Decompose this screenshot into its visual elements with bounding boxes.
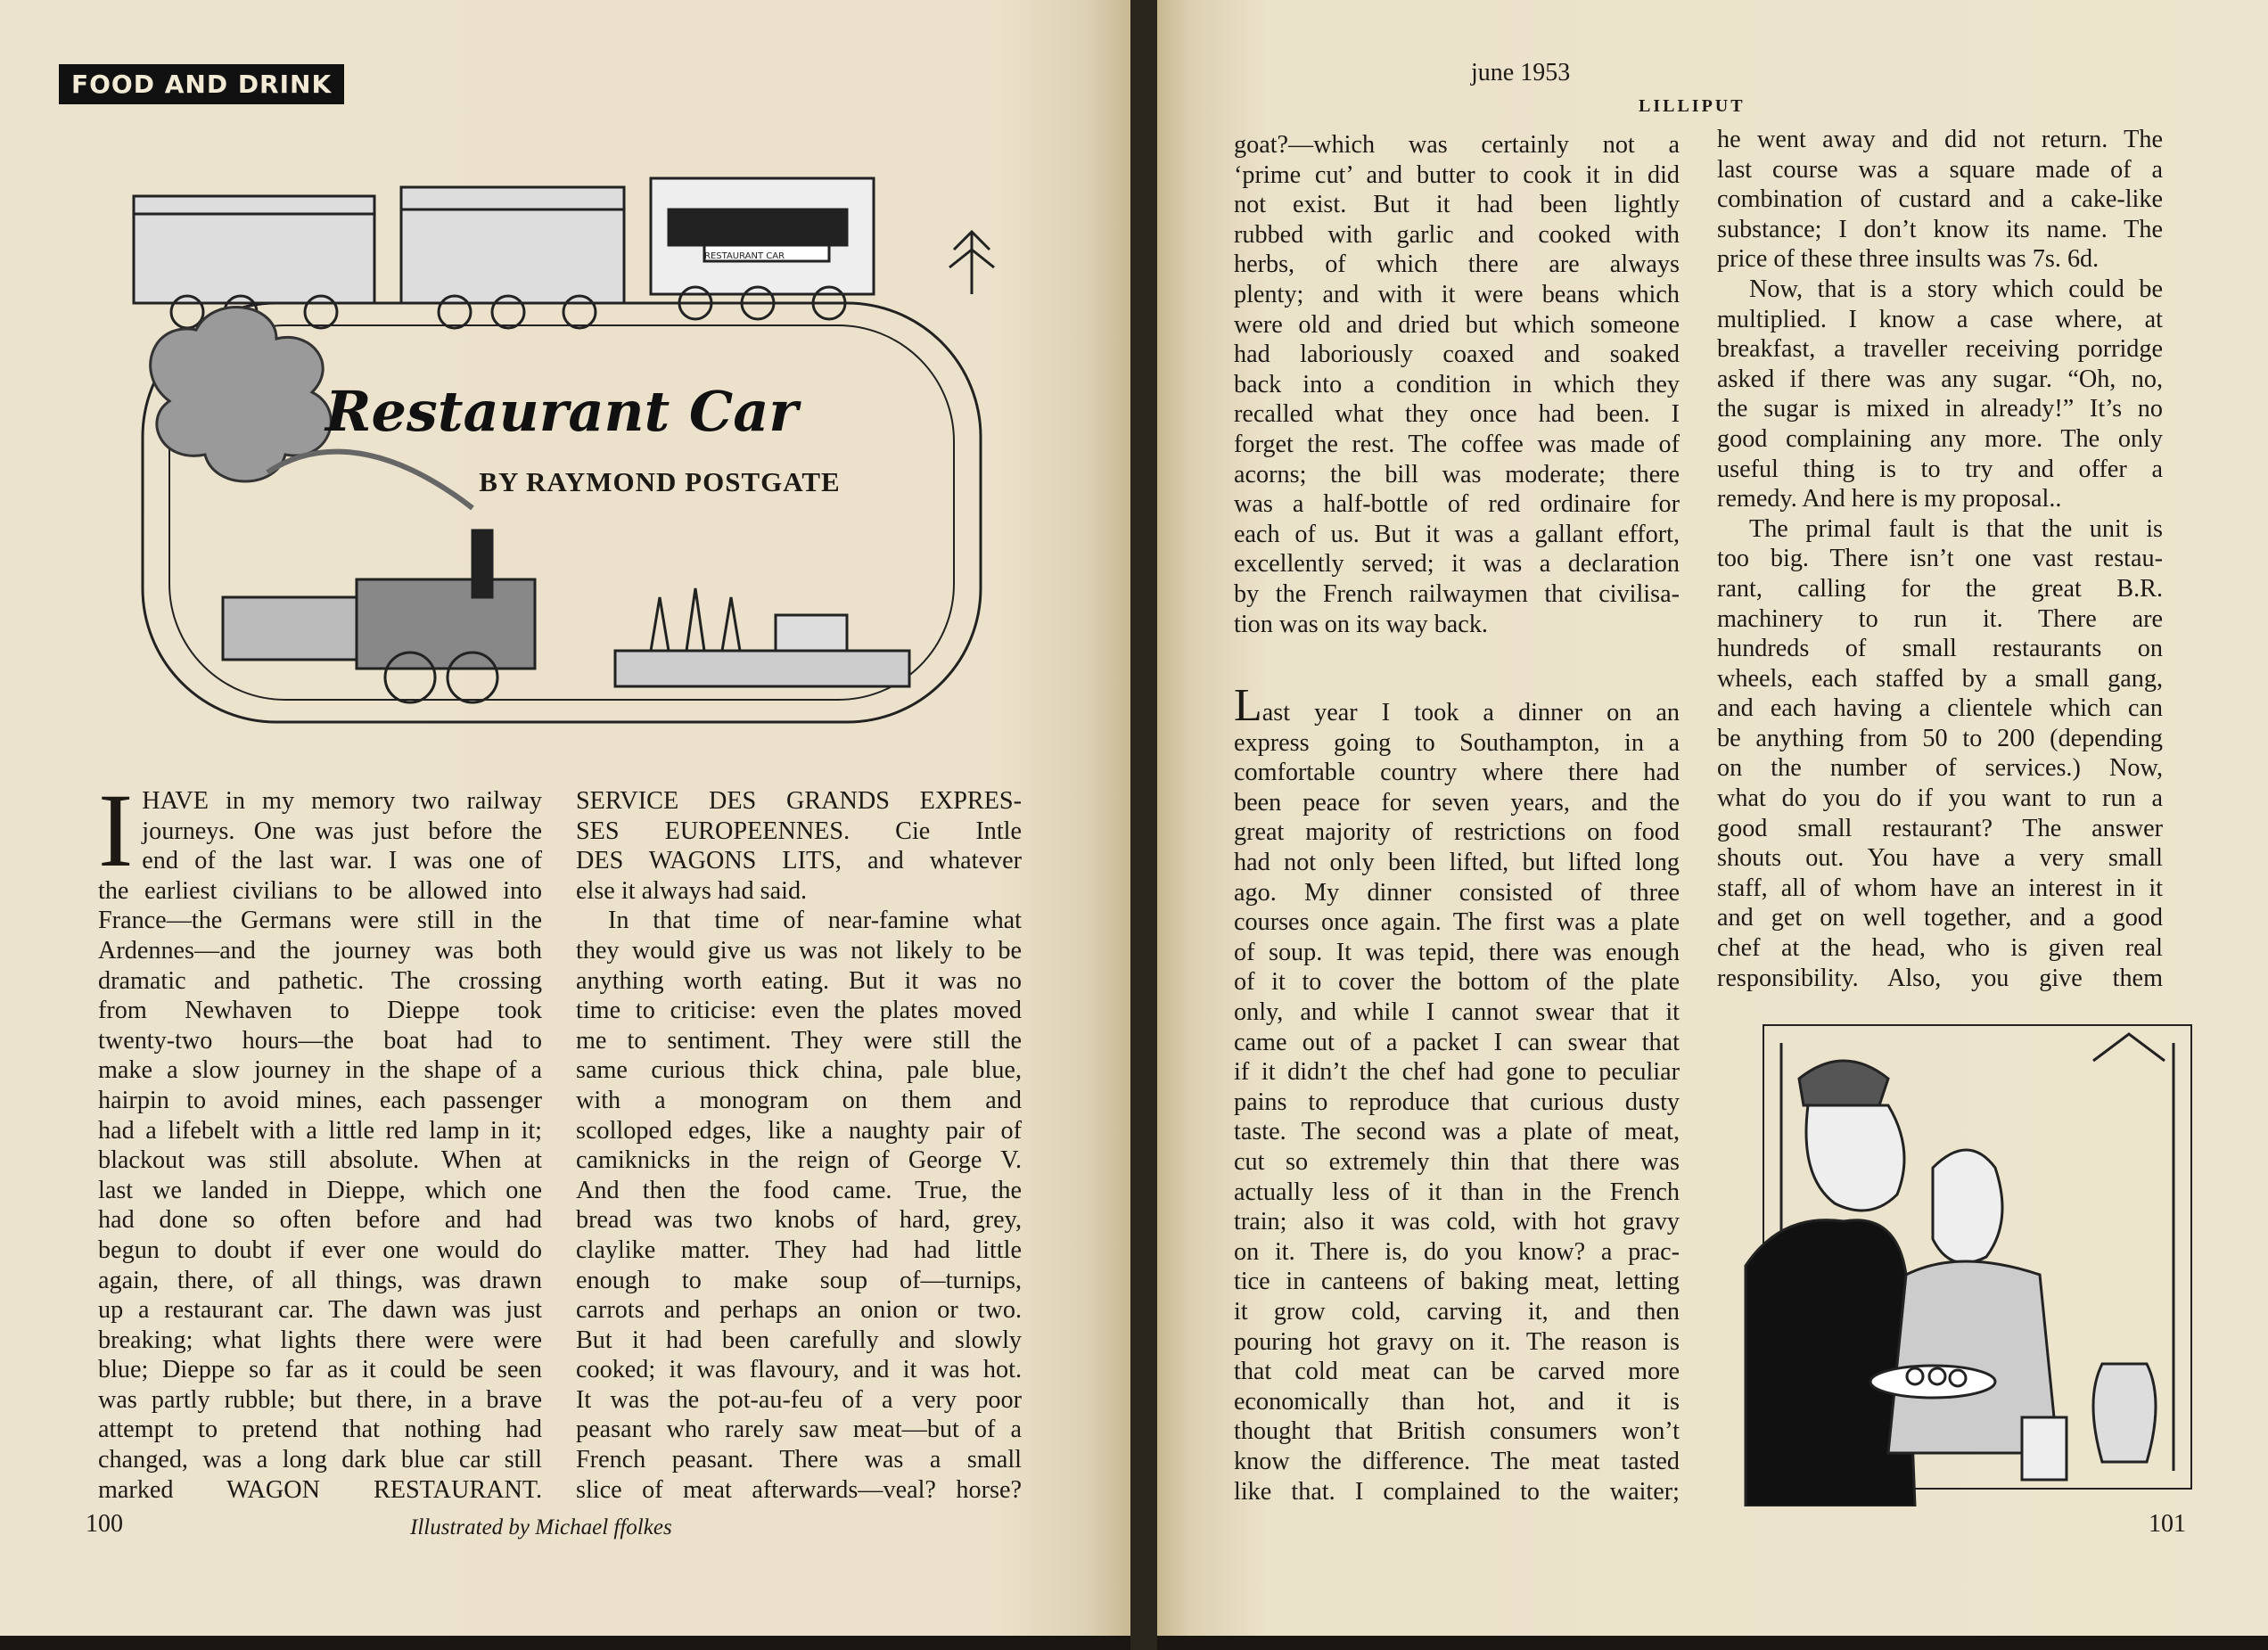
text-line: cut so extremely thin that there was (1234, 1148, 1680, 1176)
text-line: scolloped edges, like a naughty pair of (576, 1116, 1022, 1145)
text-line: peasant who rarely saw meat—but of a (576, 1416, 1022, 1444)
text-line: and each having a clientele which can (1717, 694, 2163, 723)
text-line: been peace for seven years, and the (1234, 788, 1680, 817)
text-line: know the difference. The meat tasted (1234, 1447, 1680, 1475)
text-line: asked if there was any sugar. “Oh, no, (1717, 365, 2163, 393)
text-line: the earliest civilians to be allowed into (98, 876, 542, 905)
left-column-2 (576, 786, 1022, 1505)
text-line: slice of meat afterwards—veal? horse? (576, 1475, 1022, 1504)
text-line: HAVE in my memory two railway (142, 787, 542, 815)
text-line: anything worth eating. But it was no (576, 966, 1022, 995)
text-line: the sugar is mixed in already!” It’s no (1717, 395, 2163, 423)
text-line: rubbed with garlic and cooked with (1234, 220, 1680, 249)
text-line: tice in canteens of baking meat, letting (1234, 1268, 1680, 1296)
text-line: same curious thick china, pale blue, (576, 1056, 1022, 1085)
text-line: pains to reproduce that curious dusty (1234, 1088, 1680, 1116)
text-line: In that time of near-famine what (608, 907, 1022, 935)
text-line: remedy. And here is my proposal.. (1717, 485, 2062, 513)
text-line: breakfast, a traveller receiving porridge (1717, 335, 2163, 364)
text-line: begun to doubt if ever one would do (98, 1235, 542, 1264)
left-page (0, 0, 1130, 1636)
text-line: time to criticise: even the plates moved (576, 997, 1022, 1025)
text-line: good complaining any more. The only (1717, 424, 2163, 453)
text-line: It was the pot-au-feu of a very poor (576, 1385, 1022, 1414)
text-line: camiknicks in the reign of George V. (576, 1146, 1022, 1175)
text-line: hairpin to avoid mines, each passenger (98, 1086, 542, 1114)
text-span: ast year I took a dinner on an (1261, 699, 1680, 727)
text-line: again, there, of all things, was drawn (98, 1266, 542, 1294)
page-number-right: 101 (2149, 1510, 2186, 1538)
text-line: on the number of services.) Now, (1717, 754, 2163, 783)
byline: BY RAYMOND POSTGATE (479, 466, 841, 497)
text-line: be anything from 50 to 200 (depending (1717, 724, 2163, 752)
text-line: Ardennes—and the journey was both (98, 936, 542, 965)
waiter-illustration (1728, 1007, 2227, 1506)
text-line: comfortable country where there had (1234, 759, 1680, 787)
text-line: end of the last war. I was one of (142, 847, 542, 875)
text-line: each of us. But it was a gallant effort, (1234, 520, 1680, 548)
text-line: had a lifebelt with a little red lamp in it; (98, 1116, 542, 1145)
text-line: breaking; what lights there were were (98, 1326, 542, 1354)
text-line: what do you do if you want to run a (1717, 784, 2163, 813)
illustrator-credit: Illustrated by Michael ffolkes (410, 1515, 672, 1539)
article-title: Restaurant Car (325, 379, 799, 444)
text-line: rant, calling for the great B.R. (1717, 574, 2163, 603)
section-tag: FOOD AND DRINK (59, 64, 344, 104)
text-line: thought that British consumers won’t (1234, 1417, 1680, 1446)
text-line: staff, all of whom have an interest in it (1717, 874, 2163, 902)
text-line: excellently served; it was a declaration (1234, 550, 1680, 579)
left-col1-text (98, 772, 542, 1505)
text-line: goat?—which was certainly not a (1234, 131, 1680, 159)
text-line: they would give us was not likely to be (576, 936, 1022, 965)
text-line: But it had been carefully and slowly (576, 1326, 1022, 1354)
right-column-1 (1234, 130, 1680, 1506)
text-line: SERVICE DES GRANDS EXPRES- (576, 787, 1022, 815)
text-line: courses once again. The first was a plate (1234, 908, 1680, 937)
text-line: claylike matter. They had had little (576, 1235, 1022, 1264)
text-line: last course was a square made of a (1717, 155, 2163, 184)
text-line: he went away and did not return. The (1717, 126, 2163, 153)
text-line: acorns; the bill was moderate; there (1234, 460, 1680, 488)
text-line: twenty-two hours—the boat had to (98, 1026, 542, 1055)
text-line: price of these three insults was 7s. 6d. (1717, 245, 2100, 274)
text-line: journeys. One was just before the (142, 817, 542, 845)
text-line: ‘prime cut’ and butter to cook it in did (1234, 160, 1680, 189)
text-line: French peasant. There was a small (576, 1446, 1022, 1474)
text-line: on it. There is, do you know? a prac- (1234, 1237, 1680, 1266)
text-line: had not only been lifted, but lifted long (1234, 849, 1680, 877)
text-line: enough to make soup of—turnips, (576, 1266, 1022, 1294)
text-line: combination of custard and a cake-like (1717, 185, 2163, 214)
text-line: up a restaurant car. The dawn was just (98, 1296, 542, 1325)
text-line: tion was on its way back. (1234, 610, 1488, 638)
text-line: too big. There isn’t one vast restau- (1717, 545, 2163, 573)
page-number-left: 100 (86, 1510, 123, 1538)
left-column-1 (98, 772, 542, 1505)
text-line: last we landed in Dieppe, which one (98, 1176, 542, 1204)
text-line: forget the rest. The coffee was made of (1234, 430, 1680, 458)
text-line: herbs, of which there are always (1234, 250, 1680, 279)
text-line: cooked; it was flavoury, and it was hot. (576, 1356, 1022, 1384)
right-column-2 (1717, 125, 2163, 993)
text-line: blackout was still absolute. When at (98, 1146, 542, 1175)
text-line: recalled what they once had been. I (1234, 400, 1680, 429)
text-line: economically than hot, and it is (1234, 1387, 1680, 1416)
text-line: wheels, each staffed by a small gang, (1717, 664, 2163, 693)
text-line: useful thing is to try and offer a (1717, 455, 2163, 483)
text-line: make a slow journey in the shape of a (98, 1056, 542, 1085)
text-line: chef at the head, who is given real (1717, 934, 2163, 963)
text-line: shouts out. You have a very small (1717, 844, 2163, 873)
text-line: taste. The second was a plate of meat, (1234, 1118, 1680, 1146)
text-line: had laboriously coaxed and soaked (1234, 341, 1680, 369)
text-line: responsibility. Also, you give them (1717, 964, 2163, 992)
text-line: pouring hot gravy on it. The reason is (1234, 1327, 1680, 1356)
text-line: hundreds of small restaurants on (1717, 635, 2163, 663)
text-line: of soup. It was tepid, there was enough (1234, 938, 1680, 966)
text-line: carrots and perhaps an onion or two. (576, 1296, 1022, 1325)
text-line: me to sentiment. They were still the (576, 1026, 1022, 1055)
text-line: dramatic and pathetic. The crossing (98, 966, 542, 995)
text-line: marked WAGON RESTAURANT. (98, 1475, 542, 1504)
magazine-name: LILLIPUT (1639, 96, 1746, 116)
text-line: was a half-bottle of red ordinaire for (1234, 490, 1680, 519)
text-line: if it didn’t the chef had gone to peculiar (1234, 1058, 1680, 1087)
text-line: express going to Southampton, in a (1234, 728, 1680, 757)
text-line: that cold meat can be carved more (1234, 1358, 1680, 1386)
right-page (1157, 0, 2268, 1636)
text-line: multiplied. I know a case where, at (1717, 305, 2163, 333)
text-line: came out of a packet I can swear that (1234, 1028, 1680, 1056)
text-line: with a monogram on them and (576, 1086, 1022, 1114)
text-line: substance; I don’t know its name. The (1717, 215, 2163, 243)
text-line: not exist. But it had been lightly (1234, 191, 1680, 219)
text-line: was partly rubble; but there, in a brave (98, 1385, 542, 1414)
text-line: Now, that is a story which could be (1749, 275, 2163, 303)
text-line: machinery to run it. There are (1717, 604, 2163, 633)
text-line: train; also it was cold, with hot gravy (1234, 1208, 1680, 1236)
text-line: changed, was a long dark blue car still (98, 1446, 542, 1474)
text-line: of it to cover the bottom of the plate (1234, 968, 1680, 997)
text-line: back into a condition in which they (1234, 370, 1680, 398)
book-gutter (1130, 0, 1157, 1650)
issue-date: june 1953 (1471, 59, 1571, 86)
text-line: and get on well together, and a good (1717, 904, 2163, 932)
text-line: France—the Germans were still in the (98, 907, 542, 935)
text-line: bread was two knobs of hard, grey, (576, 1206, 1022, 1235)
carriage-label: RESTAURANT CAR (704, 251, 785, 261)
section-initial: L (1234, 680, 1262, 732)
text-line: ago. My dinner consisted of three (1234, 878, 1680, 907)
text-line: else it always had said. (576, 876, 808, 905)
drop-cap: I (98, 772, 134, 889)
text-line: And then the food came. True, the (576, 1176, 1022, 1204)
text-line: had done so often before and had (98, 1206, 542, 1235)
text-line: great majority of restrictions on food (1234, 818, 1680, 847)
text-line: actually less of it than in the French (1234, 1178, 1680, 1206)
text-line: good small restaurant? The answer (1717, 814, 2163, 842)
text-line: DES WAGONS LITS, and whatever (576, 847, 1022, 875)
text-line: only, and while I cannot swear that it (1234, 998, 1680, 1027)
text-line: like that. I complained to the waiter; (1234, 1477, 1680, 1506)
text-line: attempt to pretend that nothing had (98, 1416, 542, 1444)
text-line (1234, 680, 1680, 732)
text-line: by the French railwaymen that civilisa- (1234, 579, 1680, 608)
text-line: were old and dried but which someone (1234, 310, 1680, 339)
text-line: blue; Dieppe so far as it could be seen (98, 1356, 542, 1384)
text-line: plenty; and with it were beans which (1234, 280, 1680, 308)
text-line: The primal fault is that the unit is (1749, 514, 2163, 543)
text-line: it grow cold, carving it, and then (1234, 1297, 1680, 1326)
text-line: from Newhaven to Dieppe took (98, 997, 542, 1025)
text-line: SES EUROPEENNES. Cie Intle (576, 817, 1022, 845)
